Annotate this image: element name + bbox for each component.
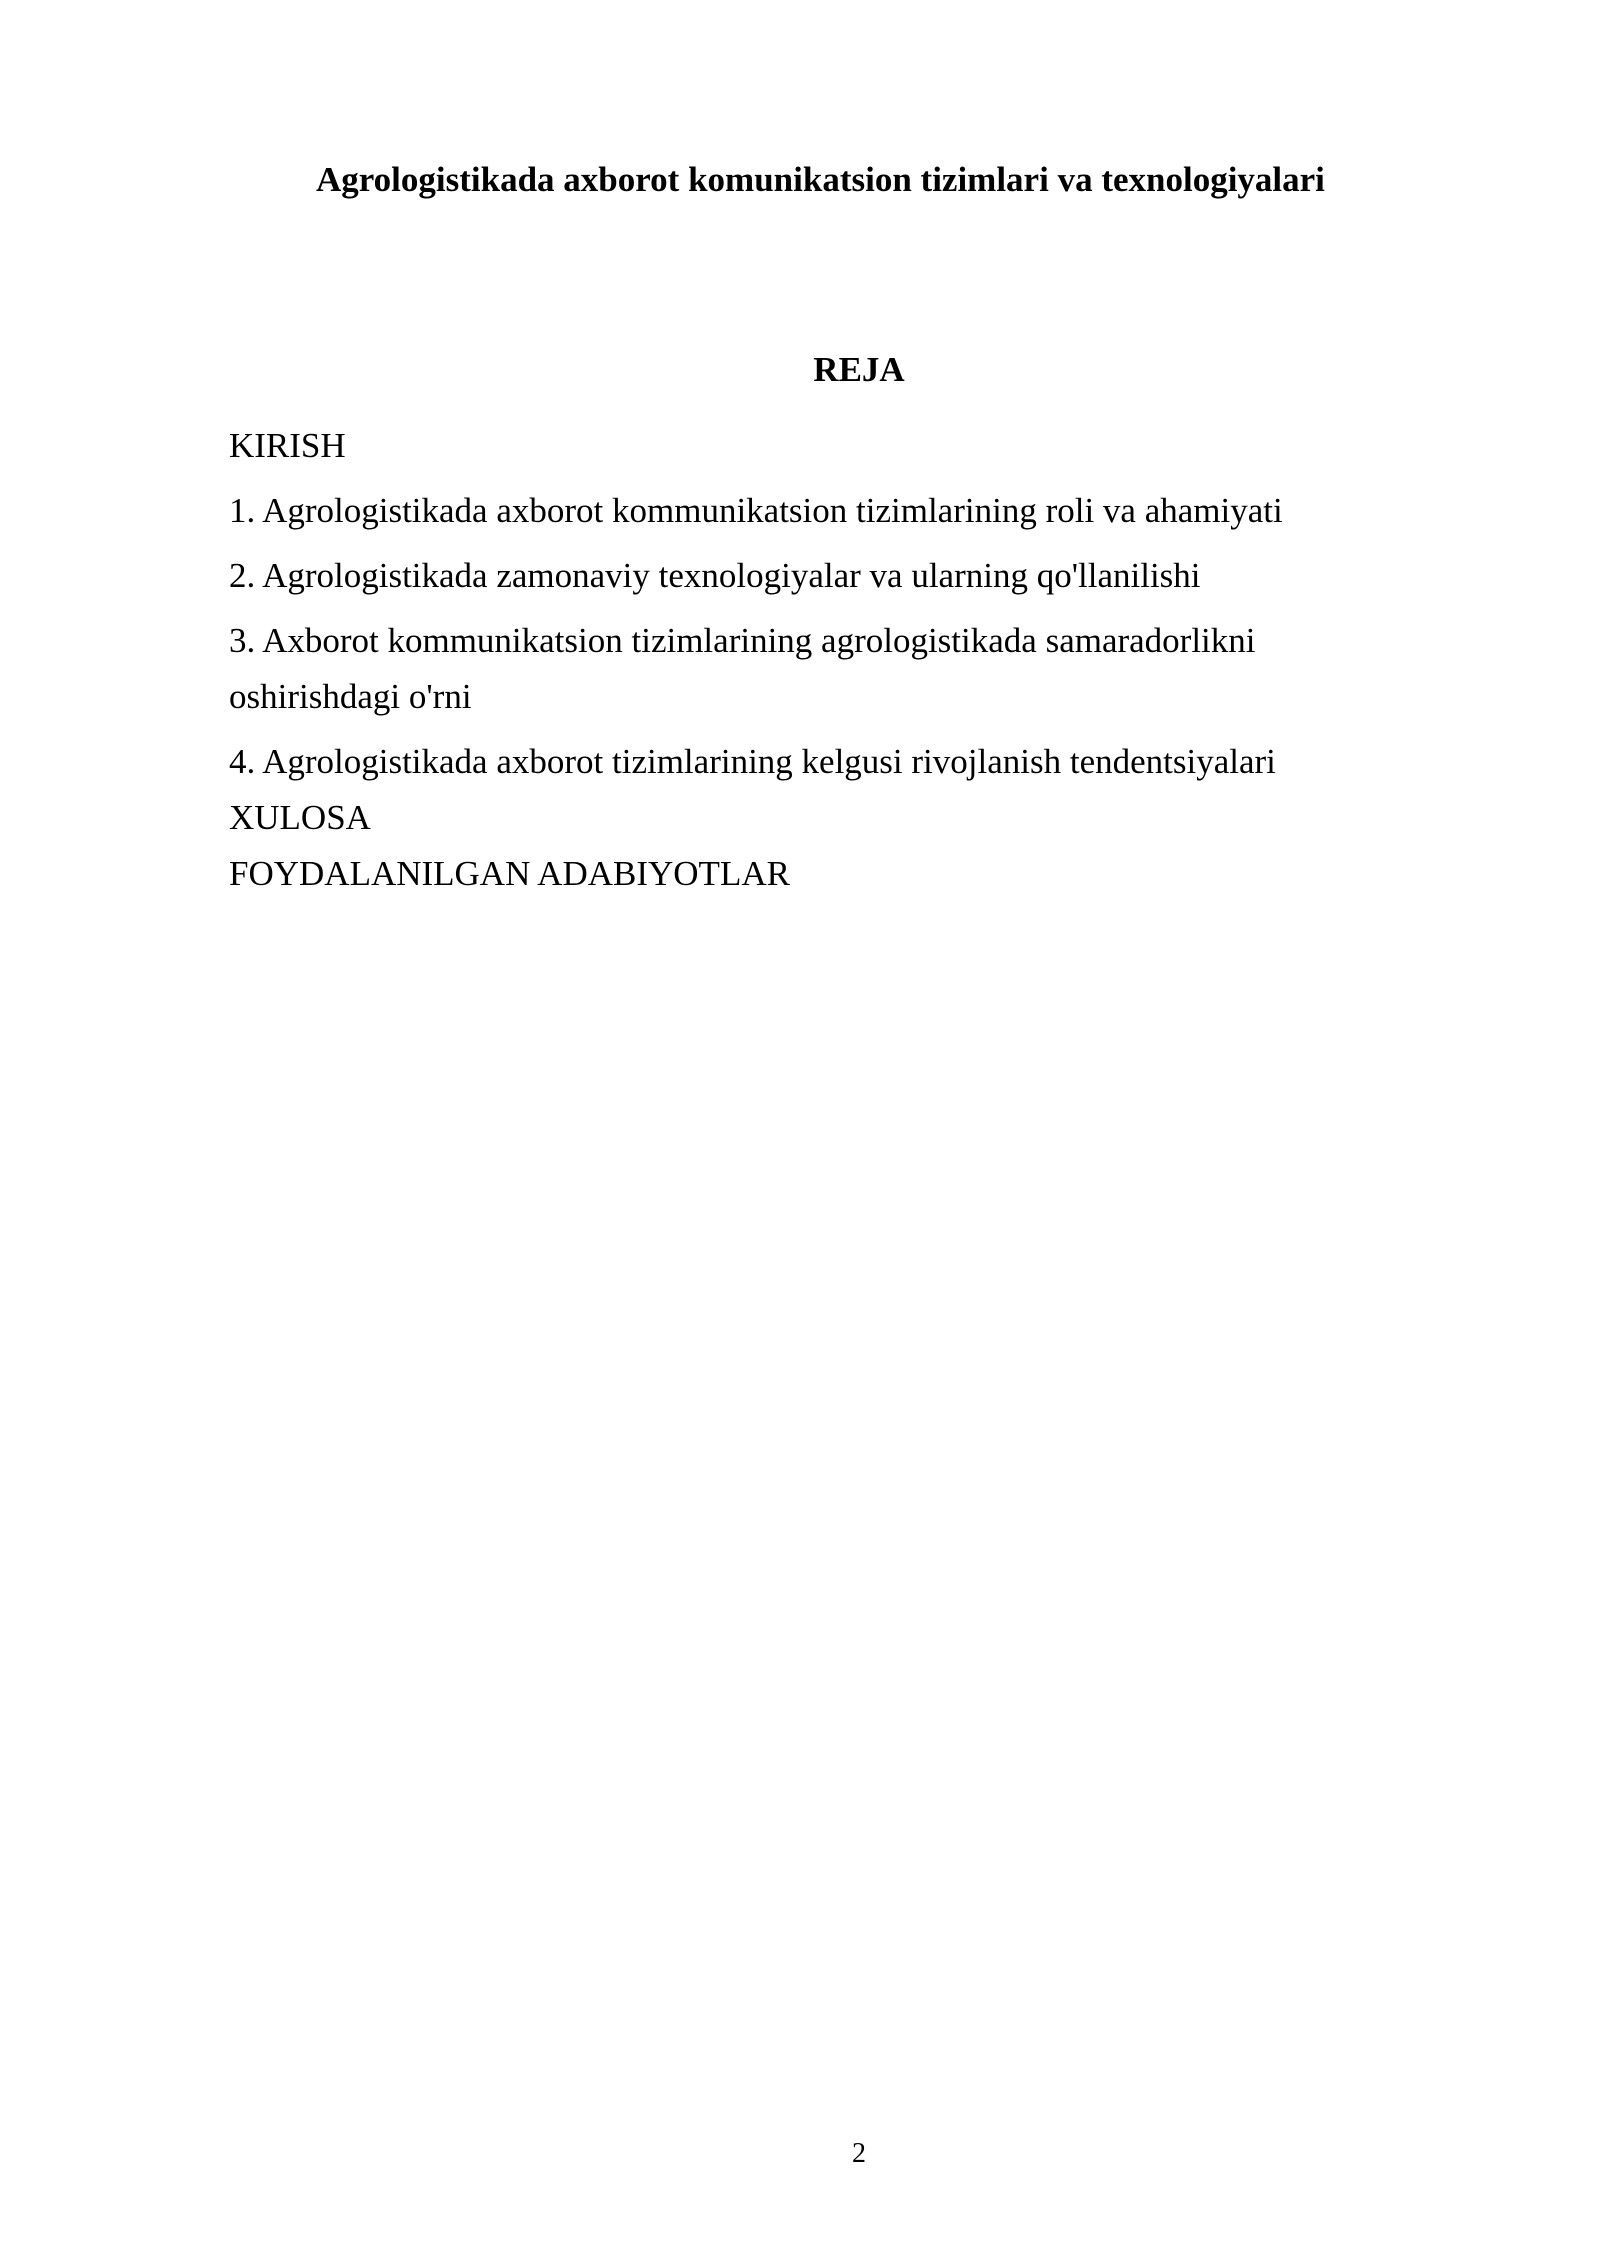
plan-heading: REJA — [813, 350, 905, 389]
document-title: Agrologistikada axborot komunikatsion tizimlari va texnologiyalari — [316, 160, 1325, 199]
table-of-contents — [229, 418, 1409, 911]
toc-item-references: FOYDALANILGAN ADABIYOTLAR — [229, 854, 790, 893]
toc-item-4: 4. Agrologistikada axborot tizimlarining kelgusi rivojlanish tendentsiyalari — [229, 742, 1276, 781]
page-number: 2 — [852, 2138, 866, 2169]
toc-item-3: 3. Axborot kommunikatsion tizimlarining agrologistikada samaradorlikni oshirishdagi o'rni — [229, 621, 1256, 716]
toc-item-conclusion: XULOSA — [229, 798, 371, 837]
toc-item-1: 1. Agrologistikada axborot kommunikatsion tizimlarining roli va ahamiyati — [229, 491, 1283, 530]
toc-item-introduction: KIRISH — [229, 426, 346, 465]
toc-item-2: 2. Agrologistikada zamonaviy texnologiyalar va ularning qo'llanilishi — [229, 556, 1201, 595]
